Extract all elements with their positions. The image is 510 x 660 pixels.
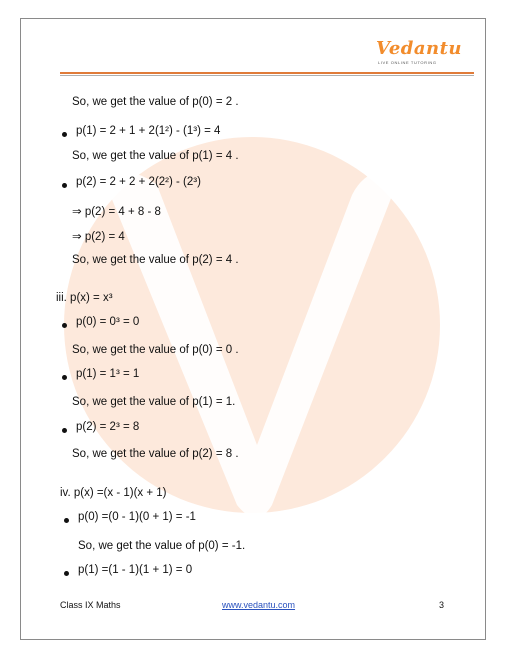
logo-text: Vedantu xyxy=(376,38,463,59)
bullet-dot xyxy=(62,428,67,433)
text-line: p(2) = 2³ = 8 xyxy=(76,421,140,433)
text-line: So, we get the value of p(0) = 0 . xyxy=(72,344,239,356)
bullet-dot xyxy=(62,132,67,137)
bullet-dot xyxy=(62,183,67,188)
text-line: p(1) = 1³ = 1 xyxy=(76,368,140,380)
text-line: So, we get the value of p(2) = 8 . xyxy=(72,448,239,460)
bullet-dot xyxy=(62,323,67,328)
text-line: ⇒ p(2) = 4 xyxy=(72,231,125,243)
bullet-dot xyxy=(62,375,67,380)
header-rule-thin xyxy=(60,75,474,76)
text-line: p(2) = 2 + 2 + 2(2²) - (2³) xyxy=(76,176,201,188)
text-line: So, we get the value of p(1) = 1. xyxy=(72,396,236,408)
text-line: p(0) =(0 - 1)(0 + 1) = -1 xyxy=(78,511,196,523)
section-heading: iv. p(x) =(x - 1)(x + 1) xyxy=(60,487,167,499)
logo-tagline: LIVE ONLINE TUTORING xyxy=(378,60,437,65)
text-line: p(1) =(1 - 1)(1 + 1) = 0 xyxy=(78,564,193,576)
footer-website-link[interactable]: www.vedantu.com xyxy=(222,600,296,610)
section-heading: iii. p(x) = x³ xyxy=(56,292,113,304)
header-rule xyxy=(60,72,474,74)
text-line: So, we get the value of p(2) = 4 . xyxy=(72,254,239,266)
vedantu-logo xyxy=(376,38,463,68)
text-line: So, we get the value of p(0) = -1. xyxy=(78,540,246,552)
text-line: So, we get the value of p(0) = 2 . xyxy=(72,96,239,108)
text-line: So, we get the value of p(1) = 4 . xyxy=(72,150,239,162)
bullet-dot xyxy=(64,518,69,523)
text-line: p(1) = 2 + 1 + 2(1²) - (1³) = 4 xyxy=(76,125,221,137)
text-line: ⇒ p(2) = 4 + 8 - 8 xyxy=(72,206,161,218)
bullet-dot xyxy=(64,571,69,576)
footer-class-label: Class IX Maths xyxy=(60,600,121,610)
footer-page-number: 3 xyxy=(439,600,445,610)
text-line: p(0) = 0³ = 0 xyxy=(76,316,140,328)
